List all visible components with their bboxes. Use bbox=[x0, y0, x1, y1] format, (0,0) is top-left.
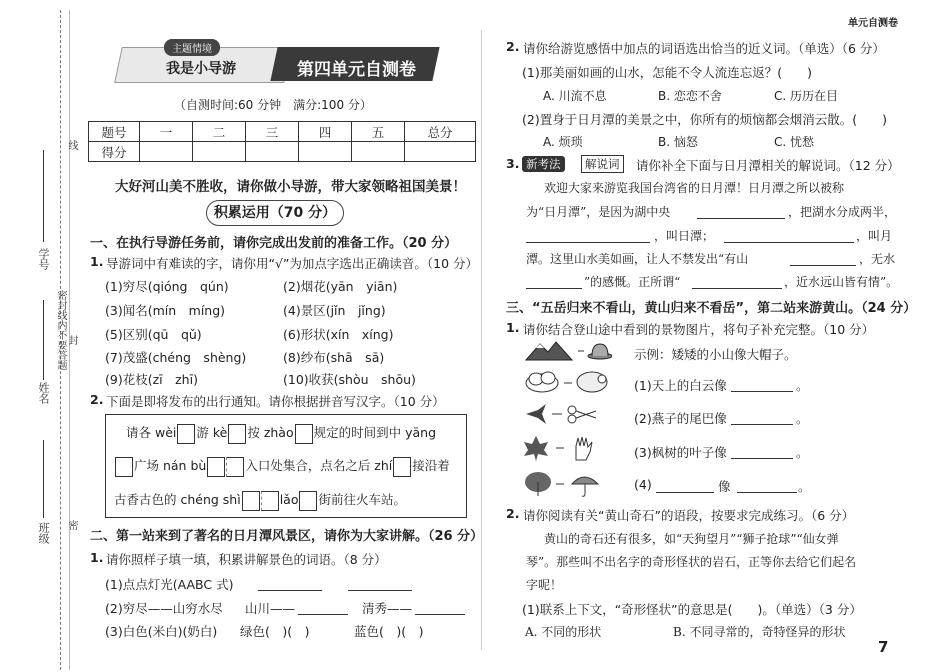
score-header-cell: 四 bbox=[299, 122, 352, 142]
notice-line-1 bbox=[126, 423, 436, 444]
notice-text: 街前往火车站。 bbox=[318, 492, 406, 507]
fill-end-period: 。 bbox=[796, 445, 809, 460]
answer-box[interactable] bbox=[207, 457, 225, 477]
class-label: 班级 bbox=[37, 522, 50, 544]
passage-line-3: 字呢！ bbox=[526, 578, 563, 592]
score-header-cell: 五 bbox=[352, 122, 405, 142]
answer-blank[interactable] bbox=[526, 230, 650, 243]
answer-blank[interactable] bbox=[724, 230, 854, 243]
pinyin-item[interactable]: (4)景区(jǐn jǐng) bbox=[283, 303, 386, 318]
word-row-3a: (3)白色(米白)(奶白) bbox=[105, 624, 218, 639]
score-table bbox=[88, 121, 476, 162]
header-right-label: 单元自测卷 bbox=[848, 18, 898, 29]
commentary-line-4a: 潭。这里山水美如画，让人不禁发出“有山 bbox=[526, 252, 749, 266]
notice-text: 接沿着 bbox=[412, 458, 450, 473]
score-cell[interactable] bbox=[246, 142, 299, 162]
fill-item-4b: 像 bbox=[718, 479, 731, 494]
option-a[interactable]: A. 烦琐 bbox=[543, 135, 583, 149]
answer-blank[interactable] bbox=[731, 379, 793, 392]
score-cell[interactable] bbox=[193, 142, 246, 162]
fill-end-period: 。 bbox=[796, 411, 809, 426]
notice-line-2 bbox=[114, 456, 450, 477]
notice-text: 游 kè bbox=[196, 425, 228, 440]
answer-box[interactable] bbox=[226, 457, 244, 477]
commentary-line-2b: ，把湖水分成两半， bbox=[788, 205, 897, 219]
answer-blank[interactable] bbox=[692, 276, 782, 289]
student-no-line bbox=[43, 150, 44, 242]
theme-tag: 主题情境 bbox=[164, 39, 220, 56]
commentary-line-2a: 为“日月潭”，是因为湖中央 bbox=[526, 205, 671, 219]
p3q1-number: 1. bbox=[506, 320, 520, 335]
fill-end-period: 。 bbox=[798, 479, 811, 494]
score-header-cell: 一 bbox=[140, 122, 193, 142]
q1-text: 导游词中有难读的字，请你用“√”为加点字选出正确读音。（10 分） bbox=[106, 256, 479, 271]
word-row-2b: 山川—— bbox=[245, 601, 296, 616]
p2q1-number: 1. bbox=[90, 550, 104, 565]
answer-box[interactable] bbox=[299, 491, 317, 511]
answer-blank[interactable] bbox=[348, 578, 412, 591]
score-cell[interactable] bbox=[299, 142, 352, 162]
commentary-line-5a: ”的感慨。正所谓“ bbox=[584, 275, 681, 289]
p3q1-text: 请你结合登山途中看到的景物图片，将句子补充完整。（10 分） bbox=[523, 322, 875, 337]
theme-title: 我是小导游 bbox=[166, 61, 236, 77]
word-row-2c: 清秀—— bbox=[362, 601, 413, 616]
commentary-line-3a: ，叫日潭； bbox=[654, 229, 715, 243]
q2-number: 2. bbox=[90, 392, 104, 407]
student-no-label: 学号 bbox=[37, 248, 50, 270]
word-row-1: (1)点点灯光(AABC 式) bbox=[105, 577, 234, 592]
pinyin-item[interactable]: (8)纱布(shā sā) bbox=[283, 350, 385, 365]
commentary-line-5b: ，近水远山皆有情”。 bbox=[784, 275, 899, 289]
score-cell[interactable] bbox=[405, 142, 476, 162]
answer-box[interactable] bbox=[177, 424, 195, 444]
commentary-line-4b: ，无水 bbox=[859, 252, 896, 266]
option-c[interactable]: C. 历历在目 bbox=[774, 89, 839, 103]
r-q2-sentence-1: (1)那美丽如画的山水，怎能不令人流连忘返？( ) bbox=[522, 65, 812, 80]
answer-blank[interactable] bbox=[697, 206, 785, 219]
binding-seal2-label: 密 bbox=[66, 520, 77, 530]
intro-text: 大好河山美不胜收，请你做小导游，带大家领略祖国美景！ bbox=[115, 179, 466, 195]
fill-item-2: (2)燕子的尾巴像 bbox=[634, 411, 727, 426]
mountain-hat-icon bbox=[522, 338, 612, 362]
commentary-tag: 解说词 bbox=[581, 155, 624, 173]
r-q3-text: 请你补全下面与日月潭相关的解说词。（12 分） bbox=[636, 158, 900, 173]
pinyin-item[interactable]: (10)收获(shòu shōu) bbox=[283, 372, 416, 387]
answer-blank[interactable] bbox=[656, 480, 714, 493]
notice-box bbox=[105, 414, 467, 518]
pinyin-item[interactable]: (2)烟花(yān yiān) bbox=[283, 279, 398, 294]
pinyin-item[interactable]: (5)区别(qū qǔ) bbox=[105, 327, 202, 342]
fill-item-4a: (4) bbox=[634, 477, 652, 492]
r-q3-number: 3. bbox=[506, 156, 520, 171]
answer-blank[interactable] bbox=[731, 446, 793, 459]
commentary-line-3b: ，叫月 bbox=[856, 229, 893, 243]
notice-text: lǎo bbox=[279, 492, 299, 507]
p3q2-number: 2. bbox=[506, 506, 520, 521]
score-header-cell: 题号 bbox=[89, 122, 140, 142]
notice-text: 请各 wèi bbox=[126, 425, 177, 440]
option-b[interactable]: B. 恋恋不舍 bbox=[658, 89, 722, 103]
class-line bbox=[43, 440, 44, 518]
p3q2-text: 请你阅读有关“黄山奇石”的语段，按要求完成练习。（6 分） bbox=[523, 508, 855, 523]
notice-text: 广场 nán bù bbox=[134, 458, 207, 473]
part3-title: 三、“五岳归来不看山，黄山归来不看岳”，第二站来游黄山。（24 分） bbox=[506, 301, 917, 316]
exam-info: （自测时间:60 分钟 满分:100 分） bbox=[174, 98, 372, 112]
answer-box[interactable] bbox=[228, 424, 246, 444]
score-cell[interactable] bbox=[352, 142, 405, 162]
name-label: 姓名 bbox=[37, 382, 50, 404]
swallow-scissors-icon bbox=[522, 402, 612, 426]
commentary-line-1: 欢迎大家来游览我国台湾省的日月潭！日月潭之所以被称 bbox=[544, 181, 845, 195]
answer-blank[interactable] bbox=[790, 253, 856, 266]
new-format-tag: 新考法 bbox=[522, 156, 565, 172]
answer-blank[interactable] bbox=[737, 480, 797, 493]
pinyin-item[interactable]: (9)花枝(zī zhī) bbox=[105, 372, 198, 387]
option-a[interactable]: A. 川流不息 bbox=[543, 89, 607, 103]
score-header-cell: 二 bbox=[193, 122, 246, 142]
option-b[interactable]: B. 恼怒 bbox=[658, 135, 698, 149]
column-divider bbox=[481, 30, 482, 650]
p2q1-text: 请你照样子填一填，积累讲解景色的词语。（8 分） bbox=[106, 552, 387, 567]
option-a[interactable]: A. 不同的形状 bbox=[525, 625, 602, 639]
sub-question-1: (1)联系上下文，“奇形怪状”的意思是( )。（单选）（3 分） bbox=[522, 602, 862, 617]
notice-text: 古香古色的 chéng shì bbox=[114, 492, 241, 507]
answer-blank[interactable] bbox=[298, 602, 348, 615]
pinyin-item[interactable]: (1)穷尽(qióng qún) bbox=[105, 279, 229, 294]
notice-text: 规定的时间到中 yāng bbox=[313, 425, 436, 440]
score-header-cell: 总分 bbox=[405, 122, 476, 142]
page-number: 7 bbox=[878, 638, 889, 656]
unit-title: 第四单元自测卷 bbox=[297, 60, 416, 80]
word-row-3b: 绿色( )( ) bbox=[240, 624, 310, 639]
section-pill: 积累运用（70 分） bbox=[206, 200, 344, 226]
answer-box[interactable] bbox=[295, 424, 313, 444]
q2-text: 下面是即将发布的出行通知。请你根据拼音写汉字。（10 分） bbox=[106, 394, 445, 409]
notice-text: 按 zhào bbox=[247, 425, 294, 440]
q1-number: 1. bbox=[90, 254, 104, 269]
binding-line-label: 线 bbox=[66, 140, 77, 150]
example-sentence: 示例：矮矮的小山像大帽子。 bbox=[634, 347, 797, 362]
cloud-sheep-icon bbox=[522, 368, 612, 396]
passage-line-1: 黄山的奇石还有很多，如“天狗望月”“狮子抢球”“仙女弹 bbox=[544, 532, 839, 546]
part1-title: 一、在执行导游任务前，请你完成出发前的准备工作。（20 分） bbox=[90, 236, 458, 251]
passage-line-2: 琴”。那些叫不出名字的奇形怪状的岩石，正等你去给它们起名 bbox=[526, 555, 857, 569]
answer-box[interactable] bbox=[393, 457, 411, 477]
part2-title: 二、第一站来到了著名的日月潭风景区，请你为大家讲解。（26 分） bbox=[90, 529, 484, 544]
word-row-3c: 蓝色( )( ) bbox=[354, 624, 424, 639]
answer-box[interactable] bbox=[115, 457, 133, 477]
r-q2-sentence-2: (2)置身于日月潭的美景之中，你所有的烦恼都会烟消云散。( ) bbox=[522, 112, 887, 127]
r-q2-text: 请你给游览感悟中加点的词语选出恰当的近义词。（单选）（6 分） bbox=[523, 41, 885, 56]
score-header-cell: 三 bbox=[246, 122, 299, 142]
r-q2-number: 2. bbox=[506, 39, 520, 54]
word-row-2a: (2)穷尽——山穷水尽 bbox=[105, 601, 223, 616]
notice-line-3 bbox=[114, 490, 406, 511]
leaf-hand-icon bbox=[522, 434, 612, 462]
binding-cut-label: 封 bbox=[66, 335, 77, 345]
binding-seal-label: 密封线内不要答题 bbox=[55, 290, 66, 370]
fill-item-3: (3)枫树的叶子像 bbox=[634, 445, 727, 460]
answer-box[interactable] bbox=[242, 491, 260, 511]
pinyin-item[interactable]: (7)茂盛(chéng shèng) bbox=[105, 350, 247, 365]
option-b[interactable]: B. 不同寻常的，奇特怪异的形状 bbox=[673, 625, 846, 639]
fill-end-period: 。 bbox=[796, 378, 809, 393]
notice-text: 入口处集合，点名之后 zhí bbox=[245, 458, 393, 473]
lotus-umbrella-icon bbox=[522, 470, 612, 498]
fill-item-1: (1)天上的白云像 bbox=[634, 378, 727, 393]
answer-blank[interactable] bbox=[731, 412, 793, 425]
answer-box[interactable] bbox=[261, 491, 279, 511]
name-line bbox=[43, 300, 44, 380]
score-cell[interactable] bbox=[140, 142, 193, 162]
answer-blank[interactable] bbox=[258, 578, 322, 591]
pinyin-item[interactable]: (3)闻名(mín míng) bbox=[105, 303, 226, 318]
option-c[interactable]: C. 忧愁 bbox=[774, 135, 815, 149]
answer-blank[interactable] bbox=[415, 602, 465, 615]
pinyin-item[interactable]: (6)形状(xín xíng) bbox=[283, 327, 394, 342]
answer-blank[interactable] bbox=[526, 276, 582, 289]
score-row-label: 得分 bbox=[89, 142, 140, 162]
